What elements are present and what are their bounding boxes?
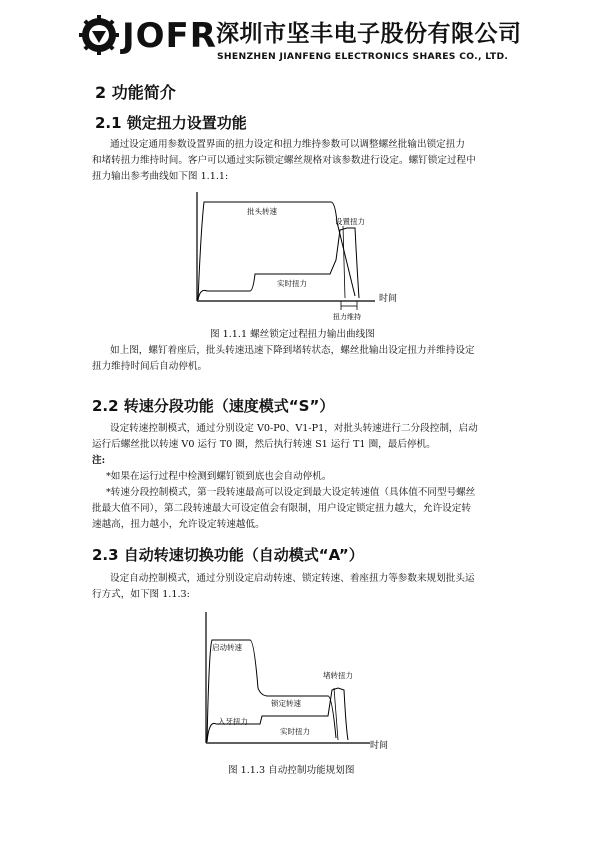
figure-caption-1-1-3: 图 1.1.3 自动控制功能规划图 bbox=[228, 765, 355, 776]
note-2-line-3: 速越高，扭力越小，允许设定转速越低。 bbox=[92, 519, 265, 530]
label-stall-torque: 堵转扭力 bbox=[323, 671, 353, 680]
heading-2-1: 2.1 锁定扭力设置功能 bbox=[95, 114, 247, 132]
para-2-1-line-1: 通过设定通用参数设置界面的扭力设定和扭力维持参数可以调整螺丝批输出锁定扭力 bbox=[110, 139, 465, 150]
speed-curve bbox=[207, 640, 336, 742]
label-time: 时间 bbox=[379, 294, 398, 304]
figure-caption-1-1-1: 图 1.1.1 螺丝锁定过程扭力输出曲线图 bbox=[210, 329, 375, 340]
label-set-torque: 设置扭力 bbox=[335, 217, 365, 226]
label-torque-hold: 扭力维持 bbox=[333, 313, 361, 321]
para-2-3-line-2: 行方式，如下图 1.1.3: bbox=[92, 589, 190, 600]
set-torque-edge bbox=[343, 226, 345, 298]
para-2-2-line-2: 运行后螺丝批以转速 V0 运行 T0 圈，然后执行转速 S1 运行 T1 圈，最后停机。 bbox=[92, 439, 436, 450]
para-2-1-b-line-1: 如上图，螺钉着座后，批头转速迅速下降到堵转状态，螺丝批输出设定扭力并维持设定 bbox=[110, 345, 475, 356]
company-name-cn: 深圳市坚丰电子股份有限公司 bbox=[216, 21, 522, 47]
heading-2-2: 2.2 转速分段功能（速度模式“S”） bbox=[92, 397, 335, 415]
para-2-1-b-line-2: 扭力维持时间后自动停机。 bbox=[92, 361, 208, 372]
label-lock-speed: 锁定转速 bbox=[271, 699, 301, 708]
label-actual-torque: 实时扭力 bbox=[280, 727, 310, 736]
label-time: 时间 bbox=[370, 741, 389, 751]
para-2-1-line-3: 扭力输出参考曲线如下图 1.1.1: bbox=[92, 171, 229, 182]
para-2-1-line-2: 和堵转扭力维持时间。客户可以通过实际锁定螺丝规格对该参数进行设定。螺钉锁定过程中 bbox=[92, 155, 476, 166]
note-1: *如果在运行过程中检测到螺钉锁到底也会自动停机。 bbox=[106, 471, 332, 482]
company-name-en: SHENZHEN JIANFENG ELECTRONICS SHARES CO., LTD. bbox=[217, 51, 509, 62]
label-speed: 批头转速 bbox=[247, 207, 277, 216]
label-entry-torque: 入牙扭力 bbox=[218, 717, 248, 726]
section-title: 2 功能简介 bbox=[95, 83, 176, 102]
label-start-speed: 启动转速 bbox=[212, 643, 242, 652]
torque-curve-figure bbox=[185, 188, 425, 323]
note-label: 注: bbox=[92, 455, 106, 466]
heading-2-3: 2.3 自动转速切换功能（自动模式“A”） bbox=[92, 546, 364, 564]
label-actual-torque: 实时扭力 bbox=[277, 279, 307, 288]
note-2-line-2: 批最大值不同），第二段转速最大可设定值会有限制，用户设定锁定扭力越大，允许设定转 bbox=[92, 503, 471, 514]
gear-logo-icon bbox=[78, 14, 120, 56]
para-2-2-line-1: 设定转速控制模式，通过分别设定 V0-P0、V1-P1，对批头转速进行二分段控制，启动 bbox=[110, 423, 478, 434]
stall-edge bbox=[334, 688, 338, 740]
torque-curve bbox=[198, 228, 359, 300]
brand-logotype: JOFR bbox=[122, 16, 217, 56]
para-2-3-line-1: 设定自动控制模式，通过分别设定启动转速、锁定转速、着座扭力等参数来规划批头运 bbox=[110, 573, 475, 584]
note-2-line-1: *转速分段控制模式，第一段转速最高可以设定到最大设定转速值（具体值不同型号螺丝 bbox=[106, 487, 476, 498]
auto-control-figure bbox=[198, 608, 398, 754]
